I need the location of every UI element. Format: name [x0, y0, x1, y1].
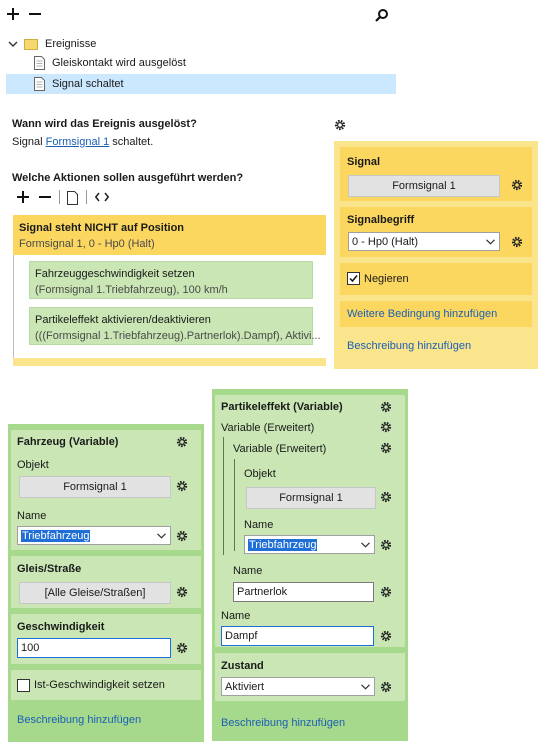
gear-icon — [333, 118, 347, 132]
object-label: Objekt — [244, 468, 276, 480]
particle-add-description-link[interactable]: Beschreibung hinzufügen — [221, 717, 346, 729]
document-icon — [34, 56, 45, 70]
name-value: Triebfahrzeug — [22, 529, 90, 542]
tree-root-label: Ereignisse — [45, 38, 97, 50]
vehicle-section — [11, 430, 201, 550]
action-subtitle: (((Formsignal 1.Triebfahrzeug).Partnerlok).Dampf), Aktivi... — [35, 330, 321, 342]
action-item[interactable] — [29, 307, 321, 345]
signalbegriff-title: Signalbegriff — [347, 214, 415, 226]
object-label: Objekt — [17, 459, 49, 471]
action-title: Partikeleffekt aktivieren/deaktivieren — [35, 314, 211, 326]
ist-speed-section — [11, 670, 201, 700]
signalbegriff-section — [340, 207, 532, 257]
remove-action-button[interactable] — [38, 190, 52, 204]
tree-item-label: Signal schaltet — [52, 78, 124, 90]
name-label: Name — [233, 565, 263, 577]
remove-button[interactable] — [28, 7, 42, 21]
signal-condition-panel — [334, 141, 538, 369]
state-section — [215, 653, 405, 701]
signalbegriff-value: 0 - Hp0 (Halt) — [352, 235, 419, 248]
trigger-prefix: Signal — [12, 136, 43, 148]
object-select-button[interactable]: Formsignal 1 — [19, 476, 171, 498]
plus-icon — [7, 8, 19, 20]
search-icon — [375, 8, 389, 22]
name-settings-button[interactable] — [175, 529, 189, 543]
checkmark-icon — [348, 273, 359, 284]
folder-icon — [24, 38, 38, 50]
speed-input[interactable]: 100 — [17, 638, 171, 658]
name-dropdown[interactable] — [244, 535, 375, 554]
toolbar-separator — [86, 190, 87, 204]
gear-icon — [379, 538, 393, 552]
name-value: Triebfahrzeug — [249, 538, 317, 551]
code-button[interactable] — [94, 190, 110, 204]
speed-title: Geschwindigkeit — [17, 621, 105, 633]
speed-section — [11, 614, 201, 664]
signal-settings-button[interactable] — [510, 178, 524, 192]
partnerlok-settings-button[interactable] — [379, 585, 393, 599]
minus-icon — [29, 8, 41, 20]
add-action-button[interactable] — [16, 190, 30, 204]
name-label: Name — [17, 510, 47, 522]
signal-add-description-link[interactable]: Beschreibung hinzufügen — [347, 340, 472, 352]
chevron-down-icon — [157, 533, 166, 539]
track-settings-button[interactable] — [175, 585, 189, 599]
add-condition-section — [340, 301, 532, 327]
signalbegriff-dropdown[interactable] — [348, 232, 500, 251]
signal-title: Signal — [347, 156, 381, 168]
negieren-checkbox[interactable] — [347, 272, 360, 285]
gear-icon — [379, 585, 393, 599]
action-subtitle: (Formsignal 1.Triebfahrzeug), 100 km/h — [35, 284, 228, 296]
name-label: Name — [221, 610, 251, 622]
gear-icon — [379, 441, 393, 455]
gear-icon — [510, 235, 524, 249]
vehicle-title: Fahrzeug (Variable) — [17, 436, 119, 448]
object-select-button[interactable]: Formsignal 1 — [246, 487, 376, 509]
track-section — [11, 556, 201, 608]
trigger-heading: Wann wird das Ereignis ausgelöst? — [12, 118, 197, 130]
variable-label: Variable (Erweitert) — [221, 422, 315, 434]
minus-icon — [39, 191, 51, 203]
toolbar-separator — [59, 190, 60, 204]
state-title: Zustand — [221, 660, 264, 672]
particle-action-panel — [212, 389, 408, 741]
document-icon — [34, 77, 45, 91]
add-button[interactable] — [6, 7, 20, 21]
chevron-down-icon — [361, 684, 370, 690]
tree-guide-line — [223, 437, 224, 555]
track-select-button[interactable]: [Alle Gleise/Straßen] — [19, 582, 171, 604]
speed-add-description-link[interactable]: Beschreibung hinzufügen — [17, 714, 142, 726]
state-dropdown[interactable] — [221, 677, 375, 696]
tree-guide-line — [234, 459, 235, 551]
particle-variable-section — [215, 395, 405, 647]
state-value: Aktiviert — [225, 680, 265, 693]
gear-icon — [379, 490, 393, 504]
speed-action-panel — [8, 424, 204, 742]
action-item[interactable] — [29, 261, 313, 299]
tree-item[interactable] — [34, 53, 396, 73]
code-icon — [95, 192, 109, 202]
name-dropdown[interactable] — [17, 526, 171, 545]
dampf-settings-button[interactable] — [379, 629, 393, 643]
signal-select-button[interactable]: Formsignal 1 — [348, 175, 500, 197]
chevron-down-icon — [8, 39, 18, 49]
object-settings-button[interactable] — [379, 490, 393, 504]
signal-section — [340, 147, 532, 201]
search-button[interactable] — [374, 7, 390, 23]
tree-item-label: Gleiskontakt wird ausgelöst — [52, 57, 186, 69]
condition-subtitle: Formsignal 1, 0 - Hp0 (Halt) — [19, 238, 155, 250]
negieren-section — [340, 263, 532, 295]
condition-block[interactable] — [13, 215, 326, 255]
particle-title: Partikeleffekt (Variable) — [221, 401, 343, 413]
track-title: Gleis/Straße — [17, 563, 82, 575]
gear-icon — [175, 641, 189, 655]
gear-icon — [175, 585, 189, 599]
vehicle-settings-button[interactable] — [175, 435, 189, 449]
trigger-settings-button[interactable] — [332, 117, 348, 133]
gear-icon — [379, 680, 393, 694]
action-title: Fahrzeuggeschwindigkeit setzen — [35, 268, 195, 280]
ist-speed-checkbox[interactable] — [17, 679, 30, 692]
chevron-down-icon — [361, 542, 370, 548]
signalbegriff-settings-button[interactable] — [510, 235, 524, 249]
particle-settings-button[interactable] — [379, 400, 393, 414]
state-settings-button[interactable] — [379, 680, 393, 694]
trigger-sentence — [12, 136, 153, 148]
copy-icon — [67, 191, 79, 205]
tree-item-selected[interactable] — [6, 74, 396, 94]
variable-label: Variable (Erweitert) — [233, 443, 327, 455]
gear-icon — [175, 479, 189, 493]
gear-icon — [379, 400, 393, 414]
variable-settings-button[interactable] — [379, 420, 393, 434]
condition-footer — [13, 358, 326, 366]
tree-root[interactable] — [6, 34, 396, 54]
negieren-label: Negieren — [364, 273, 409, 285]
add-condition-link[interactable]: Weitere Bedingung hinzufügen — [347, 308, 498, 320]
gear-icon — [379, 629, 393, 643]
ist-speed-label: Ist-Geschwindigkeit setzen — [34, 679, 165, 691]
name-label: Name — [244, 519, 274, 531]
gear-icon — [175, 435, 189, 449]
name-settings-button[interactable] — [379, 538, 393, 552]
actions-heading: Welche Aktionen sollen ausgeführt werden? — [12, 172, 244, 184]
speed-settings-button[interactable] — [175, 641, 189, 655]
copy-button[interactable] — [66, 190, 80, 205]
chevron-down-icon — [486, 239, 495, 245]
partnerlok-input[interactable]: Partnerlok — [233, 582, 374, 602]
signal-link[interactable]: Formsignal 1 — [45, 136, 110, 148]
plus-icon — [17, 191, 29, 203]
condition-title: Signal steht NICHT auf Position — [19, 222, 185, 234]
trigger-suffix: schaltet. — [112, 136, 154, 148]
gear-icon — [379, 420, 393, 434]
gear-icon — [175, 529, 189, 543]
condition-guide — [13, 255, 19, 361]
object-settings-button[interactable] — [175, 479, 189, 493]
variable-settings-button[interactable] — [379, 441, 393, 455]
dampf-input[interactable]: Dampf — [221, 626, 374, 646]
gear-icon — [510, 178, 524, 192]
